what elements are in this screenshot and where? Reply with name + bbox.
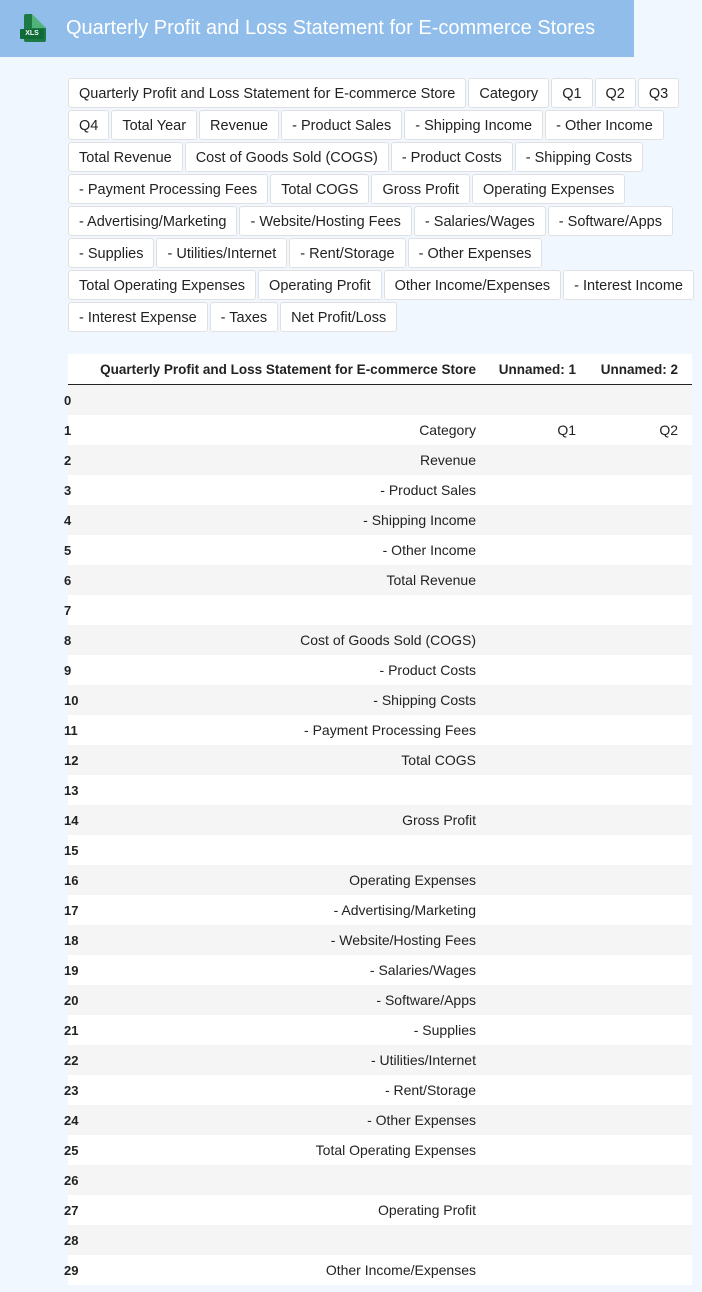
row-index: 14 [64,812,79,828]
table-cell [584,1195,692,1225]
row-index: 25 [64,1142,79,1158]
table-cell [482,1075,584,1105]
table-cell [482,1195,584,1225]
table-header-row [68,354,692,385]
table-row [68,865,692,895]
table-cell [482,685,584,715]
table-cell [482,1045,584,1075]
table-cell [584,925,692,955]
table-row [68,415,692,445]
row-index: 29 [64,1262,79,1278]
table-cell [584,895,692,925]
row-index: 3 [64,482,72,498]
row-index: 10 [64,692,79,708]
column-tag[interactable]: - Product Sales [281,110,402,140]
table-cell [584,805,692,835]
table-cell [482,625,584,655]
row-index: 18 [64,932,79,948]
table-cell [482,445,584,475]
column-tag[interactable]: - Utilities/Internet [156,238,287,268]
table-row [68,1255,692,1285]
row-index: 1 [64,422,72,438]
table-row [68,745,692,775]
table-cell [482,475,584,505]
column-tag[interactable]: Other Income/Expenses [384,270,562,300]
table-cell [584,625,692,655]
table-cell [584,1075,692,1105]
table-cell [482,835,584,865]
column-header[interactable]: Quarterly Profit and Loss Statement for E-commerce Store [76,354,482,385]
table-row [68,565,692,595]
table-cell [584,955,692,985]
table-cell [482,745,584,775]
column-tag[interactable]: - Product Costs [391,142,513,172]
column-tag[interactable]: Q3 [638,78,679,108]
column-tag[interactable]: - Rent/Storage [289,238,405,268]
table-cell [584,1105,692,1135]
data-table [64,354,692,1285]
table-cell: - Shipping Income [363,512,476,528]
table-cell [584,715,692,745]
page-title: Quarterly Profit and Loss Statement for E-commerce Stores [66,17,596,39]
table-cell: - Other Income [382,542,476,558]
table-cell [482,535,584,565]
table-cell [584,1135,692,1165]
table-row [68,1165,692,1195]
row-index: 11 [64,722,78,738]
column-tag[interactable]: - Interest Income [563,270,694,300]
column-tag[interactable]: - Website/Hosting Fees [239,206,411,236]
table-cell [482,1225,584,1255]
row-index: 2 [64,452,72,468]
column-tag[interactable]: Q1 [551,78,592,108]
table-row [68,685,692,715]
table-cell: - Advertising/Marketing [333,902,476,918]
table-row [68,625,692,655]
table-cell [482,775,584,805]
table-row [68,1075,692,1105]
index-header [68,354,76,385]
column-tag[interactable]: Cost of Goods Sold (COGS) [185,142,389,172]
table-row [68,775,692,805]
row-index: 22 [64,1052,79,1068]
table-cell [584,655,692,685]
column-tag[interactable]: Total Revenue [68,142,183,172]
data-table-container [64,354,678,1285]
row-index: 28 [64,1232,79,1248]
table-cell [482,1135,584,1165]
table-cell [584,595,692,625]
table-row [68,1195,692,1225]
table-cell: Revenue [419,452,476,468]
row-index: 15 [64,842,79,858]
table-cell [584,685,692,715]
column-tag[interactable]: - Interest Expense [68,302,208,332]
row-index: 4 [64,512,72,528]
column-tag[interactable]: Category [468,78,549,108]
xls-badge: XLS [20,29,44,39]
table-cell [482,955,584,985]
table-cell: Operating Expenses [349,872,476,888]
column-tag[interactable]: - Payment Processing Fees [68,174,268,204]
column-tag[interactable]: Operating Profit [258,270,382,300]
column-tag[interactable]: Total Operating Expenses [68,270,256,300]
row-index: 27 [64,1202,79,1218]
row-index: 16 [64,872,79,888]
table-cell: - Website/Hosting Fees [330,932,476,948]
table-row [68,925,692,955]
table-cell: - Shipping Costs [373,692,476,708]
column-tag[interactable]: Gross Profit [371,174,470,204]
row-index: 8 [64,632,72,648]
table-row [68,1045,692,1075]
table-row [68,385,692,416]
table-cell: - Payment Processing Fees [304,722,476,738]
table-cell [482,385,584,416]
table-row [68,1135,692,1165]
table-cell [482,925,584,955]
table-cell: Gross Profit [402,812,476,828]
table-cell [482,595,584,625]
row-index: 0 [64,392,72,408]
row-index: 9 [64,662,72,678]
row-index: 19 [64,962,79,978]
table-cell: Cost of Goods Sold (COGS) [300,632,476,648]
table-cell [584,985,692,1015]
column-header[interactable]: Unnamed: 2 [584,354,692,385]
table-row [68,955,692,985]
table-cell: Operating Profit [377,1202,476,1218]
table-cell: - Other Expenses [367,1112,476,1128]
table-cell [584,505,692,535]
row-index: 23 [64,1082,79,1098]
table-cell [76,385,482,416]
table-cell [584,1015,692,1045]
table-cell [482,895,584,925]
table-cell [584,535,692,565]
table-cell [584,1165,692,1195]
column-tag[interactable]: - Software/Apps [548,206,673,236]
table-cell: - Supplies [413,1022,476,1038]
table-row [68,835,692,865]
table-cell: Q2 [659,422,678,438]
xls-file-icon [18,12,52,46]
column-tag[interactable]: Revenue [199,110,279,140]
row-index: 13 [64,782,79,798]
column-tag[interactable]: Total COGS [270,174,369,204]
table-cell [76,595,482,625]
table-cell [482,1105,584,1135]
table-row [68,715,692,745]
table-cell [584,1255,692,1285]
table-cell [482,1015,584,1045]
column-tag[interactable]: - Shipping Costs [515,142,643,172]
table-cell [76,775,482,805]
table-cell [584,1225,692,1255]
table-cell [482,1255,584,1285]
table-cell: - Utilities/Internet [370,1052,476,1068]
table-cell: - Software/Apps [376,992,476,1008]
table-cell [584,475,692,505]
column-tag[interactable]: - Salaries/Wages [414,206,546,236]
table-cell [76,1225,482,1255]
table-row [68,475,692,505]
table-cell: - Product Sales [380,482,476,498]
row-index: 26 [64,1172,79,1188]
table-cell [76,835,482,865]
table-row [68,1105,692,1135]
table-cell [584,745,692,775]
table-row [68,1015,692,1045]
column-tag[interactable]: Q2 [595,78,636,108]
table-row [68,895,692,925]
table-cell: - Salaries/Wages [369,962,476,978]
row-index: 17 [64,902,79,918]
table-row [68,985,692,1015]
column-tag[interactable]: Total Year [111,110,197,140]
table-cell [584,565,692,595]
column-tag[interactable]: - Shipping Income [404,110,543,140]
table-cell: - Rent/Storage [384,1082,476,1098]
column-header[interactable]: Unnamed: 1 [482,354,584,385]
table-row [68,805,692,835]
row-index: 5 [64,542,72,558]
column-tag[interactable]: Q4 [68,110,109,140]
column-tag[interactable]: - Supplies [68,238,154,268]
row-index: 20 [64,992,79,1008]
table-cell [584,865,692,895]
table-cell [76,1165,482,1195]
table-cell [482,655,584,685]
table-cell: Q1 [557,422,576,438]
table-cell: Total COGS [401,752,476,768]
row-index: 7 [64,602,72,618]
table-cell: Total Revenue [386,572,476,588]
column-tag[interactable]: - Other Expenses [408,238,543,268]
column-tag-list [68,78,698,334]
column-tag[interactable]: - Advertising/Marketing [68,206,237,236]
app-header [0,0,634,57]
row-index: 24 [64,1112,79,1128]
column-tag[interactable]: Operating Expenses [472,174,625,204]
table-cell [482,805,584,835]
table-cell: Other Income/Expenses [325,1262,476,1278]
table-cell [482,865,584,895]
table-row [68,595,692,625]
table-cell: - Product Costs [379,662,476,678]
table-cell [482,505,584,535]
table-row [68,505,692,535]
table-cell [482,565,584,595]
column-tag[interactable]: Quarterly Profit and Loss Statement for E-commerce Store [68,78,466,108]
table-cell: Total Operating Expenses [315,1142,476,1158]
table-cell [584,385,692,416]
table-cell [584,835,692,865]
table-cell [482,985,584,1015]
row-index: 21 [64,1022,79,1038]
table-row [68,445,692,475]
table-cell [584,445,692,475]
column-tag[interactable]: Net Profit/Loss [280,302,397,332]
table-row [68,535,692,565]
row-index: 12 [64,752,79,768]
column-tag[interactable]: - Other Income [545,110,664,140]
table-cell [482,715,584,745]
table-cell: Category [419,422,476,438]
table-row [68,655,692,685]
table-row [68,1225,692,1255]
row-index: 6 [64,572,72,588]
table-cell [482,1165,584,1195]
column-tag[interactable]: - Taxes [210,302,278,332]
table-cell [584,1045,692,1075]
table-cell [584,775,692,805]
